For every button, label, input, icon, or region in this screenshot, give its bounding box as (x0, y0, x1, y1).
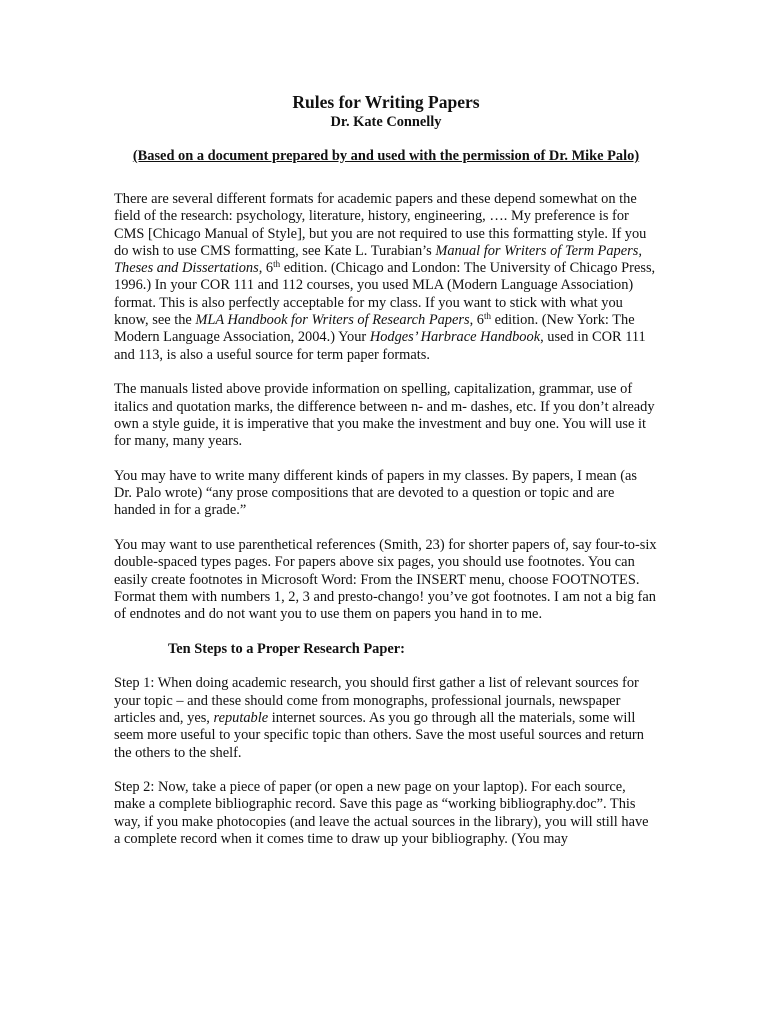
italic-title: reputable (213, 709, 269, 726)
text-run: , used in COR 111 and 113, is also a useful source for term paper formats. (114, 329, 646, 363)
superscript-text: th (483, 311, 491, 322)
text-run: , 6 (469, 312, 484, 329)
section-heading: Ten Steps to a Proper Research Paper: (168, 640, 405, 657)
text-run: 6 (262, 260, 274, 277)
text-run: You may have to write many different kinds of papers in my classes. By papers, I mean (as Dr. Palo wrote) “any prose compositions that are devoted to a question or topic and are handed in for a grade.” (114, 467, 638, 519)
document-body (114, 92, 658, 866)
text-run: internet sources. As you go through all the materials, some will seem more useful to your specific topic than others. Save the most useful sources and return the others to the shelf. (114, 709, 644, 761)
text-run: You may want to use parenthetical references (Smith, 23) for shorter papers of, say four-to-six double-spaced types pages. For papers above six pages, you should use footnotes. You can easily create footnotes in Microsoft Word: From the INSERT menu, choose FOOTNOTES. Format them with numbers 1, 2, 3 and presto-chango! you’ve got footnotes. I am not a big fan of endnotes and do not want you to use them on papers you hand in to me. (114, 536, 657, 623)
document-title: Rules for Writing Papers (292, 92, 480, 112)
step-paragraph (114, 675, 658, 761)
text-run: edition. (New York: The Modern Language Association, 2004.) Your (114, 312, 635, 346)
text-run: Step 1: When doing academic research, you should first gather a list of relevant sources for your topic – and these should come from monographs, professional journals, newspaper articles and, yes, (114, 675, 639, 726)
paragraph (114, 537, 658, 623)
italic-title: Manual for Writers of Term Papers, Theses and Dissertations, (114, 242, 642, 277)
italic-title: Hodges’ Harbrace Handbook (369, 329, 541, 346)
text-run: Step 2: Now, take a piece of paper (or open a new page on your laptop). For each source, make a complete bibliographic record. Save this page as “working bibliography.doc”. This way, if you make photocopies (and leave the actual sources in the library), you will still have a complete record when it comes time to draw up your bibliography. (You may (114, 779, 649, 847)
text-run: edition. (Chicago and London: The University of Chicago Press, 1996.) In your COR 111 and 112 courses, you used MLA (Modern Language Association) format. This is also perfectly acceptable for my class. If you want to stick with what you know, see the (114, 260, 656, 329)
paragraph (114, 381, 658, 450)
paragraph (114, 468, 658, 520)
text-run: There are several different formats for academic papers and these depend somewhat on the field of the research: psychology, literature, history, engineering, …. My preference is for CMS [Chicago Manual of Style], but you are not required to use this formatting style. If you do wish to use CMS formatting, see Kate L. Turabian’s (114, 191, 647, 259)
text-run: The manuals listed above provide information on spelling, capitalization, grammar, use of italics and quotation marks, the difference between n- and m- dashes, etc. If you don’t already own a style guide, it is imperative that you make the investment and buy one. You will use it for many, many years. (114, 381, 655, 450)
superscript-text: th (273, 259, 281, 270)
step-paragraph (114, 779, 658, 848)
paragraph (114, 191, 658, 364)
document-author: Dr. Kate Connelly (330, 114, 442, 130)
italic-title: MLA Handbook for Writers of Research Papers (195, 312, 470, 329)
document-attribution: (Based on a document prepared by and used with the permission of Dr. Mike Palo) (132, 148, 640, 164)
